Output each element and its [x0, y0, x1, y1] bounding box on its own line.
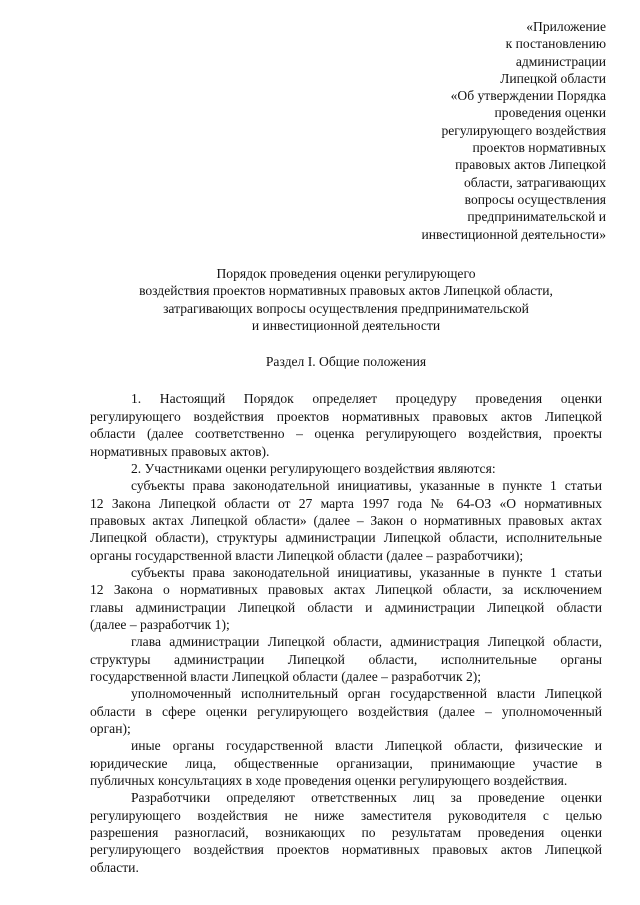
appendix-line: администрации [515, 53, 606, 69]
title-line: Порядок проведения оценки регулирующего [216, 265, 476, 281]
paragraph-line: правовых актах Липецкой области» (далее – Закон о нормативных правовых актах [90, 512, 602, 528]
paragraph-line: регулирующего воздействия проектов нормативных правовых актов Липецкой [90, 408, 602, 424]
paragraph-line: субъекты права законодательной инициативы, указанные в пункте 1 статьи [131, 478, 602, 494]
document-title [90, 265, 602, 335]
paragraph-line: глава администрации Липецкой области, администрация Липецкой области, [131, 634, 602, 650]
paragraph-line: главы администрации Липецкой области и администрации Липецкой области [90, 599, 602, 615]
title-line: затрагивающих вопросы осуществления предпринимательской [163, 300, 529, 316]
appendix-line: «Приложение [526, 19, 606, 34]
paragraph-line: государственной власти Липецкой области (далее – разработчик 2); [90, 668, 482, 684]
title-line: и инвестиционной деятельности [251, 318, 441, 334]
paragraph-line: регулирующего воздействия не ниже заместителя руководителя с целью [90, 807, 602, 823]
paragraph-line: субъекты права законодательной инициативы, указанные в пункте 1 статьи [131, 564, 602, 580]
paragraph [90, 460, 602, 477]
appendix-line: правовых актов Липецкой [455, 157, 606, 173]
appendix-line: предпринимательской и [467, 209, 606, 225]
section-heading: Раздел I. Общие положения [265, 354, 427, 370]
paragraph [90, 789, 602, 876]
paragraph-line: орган); [90, 721, 131, 737]
paragraph-line: иные органы государственной власти Липецкой области, физические и [131, 738, 602, 754]
appendix-line: инвестиционной деятельности» [421, 226, 606, 242]
appendix-line: Липецкой области [500, 70, 606, 86]
paragraph-line: Разработчики определяют ответственных лиц за проведение оценки [131, 790, 602, 806]
paragraph-line: разрешения разногласий, возникающих по результатам проведения оценки [90, 825, 602, 841]
paragraph-line: 2. Участниками оценки регулирующего воздействия являются: [131, 460, 496, 476]
paragraph-line: Липецкой области), структуры администрации Липецкой области, исполнительные [90, 530, 602, 546]
paragraph [90, 737, 602, 789]
paragraph-line: структуры администрации Липецкой области, исполнительные органы [90, 651, 602, 667]
title-line: воздействия проектов нормативных правовых актов Липецкой области, [139, 283, 553, 299]
paragraph-line: области в сфере оценки регулирующего воздействия (далее – уполномоченный [90, 703, 602, 719]
paragraph-line: 1. Настоящий Порядок определяет процедуру проведения оценки [131, 391, 602, 407]
paragraph-line: 12 Закона Липецкой области от 27 марта 1997 года № 64-ОЗ «О нормативных [90, 495, 602, 511]
paragraph [90, 477, 602, 564]
appendix-line: проведения оценки [494, 105, 606, 121]
document-body [90, 390, 602, 876]
appendix-header [391, 18, 606, 243]
appendix-line: области, затрагивающих [463, 174, 606, 190]
paragraph-line: 12 Закона о нормативных правовых актах Липецкой области, за исключением [90, 582, 602, 598]
appendix-line: к постановлению [505, 36, 606, 52]
paragraph-line: уполномоченный исполнительный орган государственной власти Липецкой [131, 686, 602, 702]
paragraph [90, 685, 602, 737]
paragraph-line: органы государственной власти Липецкой области (далее – разработчики); [90, 547, 524, 563]
appendix-line: вопросы осуществления [464, 191, 606, 207]
paragraph-line: публичных консультациях в ходе проведения оценки регулирующего воздействия. [90, 773, 568, 789]
appendix-line: проектов нормативных [472, 140, 606, 156]
paragraph-line: области. [90, 859, 139, 875]
appendix-line: «Об утверждении Порядка [450, 88, 606, 104]
paragraph-line: юридические лица, общественные организации, принимающие участие в [90, 755, 602, 771]
paragraph [90, 633, 602, 685]
paragraph-line: нормативных правовых актов). [90, 443, 270, 459]
paragraph [90, 564, 602, 633]
paragraph-line: регулирующего воздействия проектов нормативных правовых актов Липецкой [90, 842, 602, 858]
paragraph-line: области (далее соответственно – оценка регулирующего воздействия, проекты [90, 426, 602, 442]
appendix-line: регулирующего воздействия [441, 122, 606, 138]
paragraph-line: (далее – разработчик 1); [90, 616, 230, 632]
paragraph [90, 390, 602, 459]
